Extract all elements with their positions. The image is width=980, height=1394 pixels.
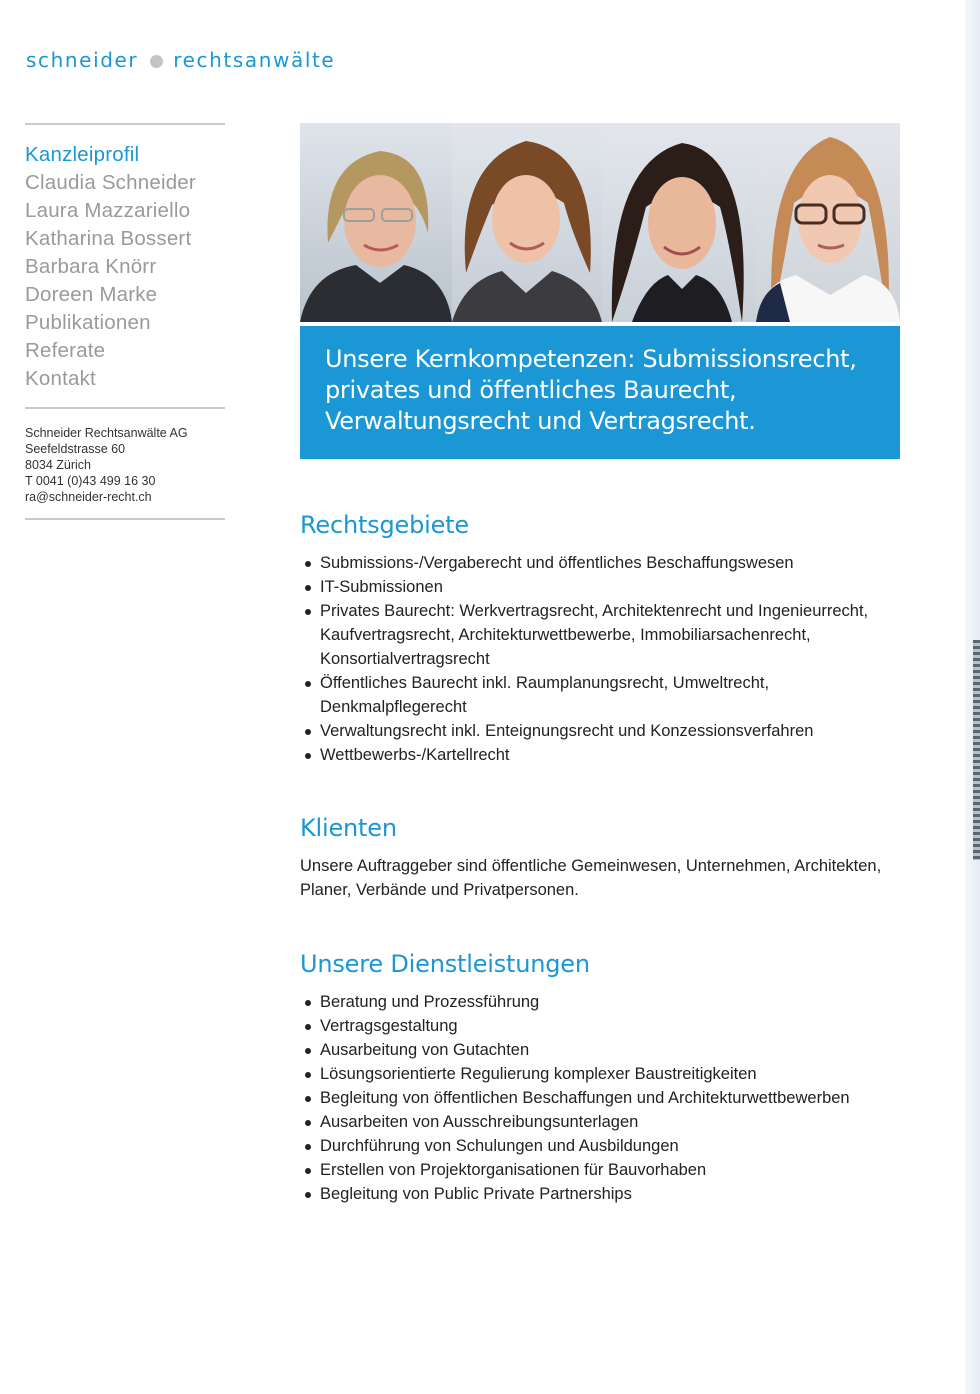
address-block — [25, 425, 188, 505]
address-phone: T 0041 (0)43 499 16 30 — [25, 474, 156, 488]
list-item: IT-Submissionen — [300, 575, 900, 599]
address-street: Seefeldstrasse 60 — [25, 442, 126, 456]
sidebar-divider-bottom — [25, 518, 225, 520]
nav-item-referate[interactable]: Referate — [25, 339, 106, 362]
list-item: Verwaltungsrecht inkl. Enteignungsrecht und Konzessionsverfahren — [300, 719, 900, 743]
list-item: Privates Baurecht: Werkvertragsrecht, Architektenrecht und Ingenieurrecht, Kaufvertragsrecht, Architekturwettbewerbe, Immobiliarsachenrecht, Konsortialvertragsrecht — [300, 599, 900, 671]
sidebar-divider-top — [25, 123, 225, 125]
scrollbar-thumb[interactable] — [973, 640, 980, 860]
section-dienstleistungen — [300, 946, 900, 1206]
banner-text — [325, 344, 876, 437]
portrait-photo-1 — [300, 123, 452, 322]
list-item: Lösungsorientierte Regulierung komplexer Baustreitigkeiten — [300, 1062, 900, 1086]
list-item: Ausarbeiten von Ausschreibungsunterlagen — [300, 1110, 900, 1134]
list-item: Beratung und Prozessführung — [300, 990, 900, 1014]
rechtsgebiete-heading: Rechtsgebiete — [300, 511, 469, 539]
list-item: Begleitung von Public Private Partnerships — [300, 1182, 900, 1206]
list-item: Submissions-/Vergaberecht und öffentliches Beschaffungswesen — [300, 551, 900, 575]
nav-item-katharina-bossert[interactable]: Katharina Bossert — [25, 227, 192, 250]
portrait-photo-3 — [602, 123, 756, 322]
banner-line-3: Verwaltungsrecht und Vertragsrecht. — [325, 407, 756, 435]
core-competencies-banner — [300, 326, 900, 459]
banner-line-2: privates und öffentliches Baurecht, — [325, 376, 737, 404]
nav-item-barbara-knoerr[interactable]: Barbara Knörr — [25, 255, 157, 278]
nav-item-publikationen[interactable]: Publikationen — [25, 311, 151, 334]
nav-item-claudia-schneider[interactable]: Claudia Schneider — [25, 171, 196, 194]
portrait-photo-2 — [452, 123, 602, 322]
klienten-text: Unsere Auftraggeber sind öffentliche Gemeinwesen, Unternehmen, Architekten, Planer, Verbände und Privatpersonen. — [300, 857, 882, 899]
address-company: Schneider Rechtsanwälte AG — [25, 426, 188, 440]
list-item: Erstellen von Projektorganisationen für Bauvorhaben — [300, 1158, 900, 1182]
logo-dot-icon — [150, 55, 163, 68]
nav-item-kanzleiprofil[interactable]: Kanzleiprofil — [25, 143, 140, 166]
logo-text-right: rechtsanwälte — [173, 48, 336, 72]
rechtsgebiete-list — [300, 551, 900, 767]
banner-line-1: Unsere Kernkompetenzen: Submissionsrecht, — [325, 345, 857, 373]
address-email[interactable]: ra@schneider-recht.ch — [25, 490, 152, 504]
address-city: 8034 Zürich — [25, 458, 92, 472]
portrait-photo-4 — [756, 123, 900, 322]
dienstleistungen-heading: Unsere Dienstleistungen — [300, 950, 590, 978]
site-logo[interactable] — [26, 46, 335, 74]
list-item: Wettbewerbs-/Kartellrecht — [300, 743, 900, 767]
section-klienten — [300, 810, 900, 902]
sidebar-nav — [25, 141, 196, 393]
nav-item-doreen-marke[interactable]: Doreen Marke — [25, 283, 158, 306]
nav-item-kontakt[interactable]: Kontakt — [25, 367, 96, 390]
list-item: Öffentliches Baurecht inkl. Raumplanungsrecht, Umweltrecht, Denkmalpflegerecht — [300, 671, 900, 719]
main-content — [300, 507, 900, 1206]
nav-item-laura-mazzariello[interactable]: Laura Mazzariello — [25, 199, 191, 222]
sidebar-divider-middle — [25, 407, 225, 409]
klienten-heading: Klienten — [300, 814, 397, 842]
logo-text-left: schneider — [26, 48, 139, 72]
list-item: Vertragsgestaltung — [300, 1014, 900, 1038]
section-rechtsgebiete — [300, 507, 900, 767]
list-item: Begleitung von öffentlichen Beschaffungen und Architekturwettbewerben — [300, 1086, 900, 1110]
list-item: Durchführung von Schulungen und Ausbildungen — [300, 1134, 900, 1158]
team-photo-strip — [300, 123, 900, 322]
list-item: Ausarbeitung von Gutachten — [300, 1038, 900, 1062]
dienstleistungen-list — [300, 990, 900, 1206]
